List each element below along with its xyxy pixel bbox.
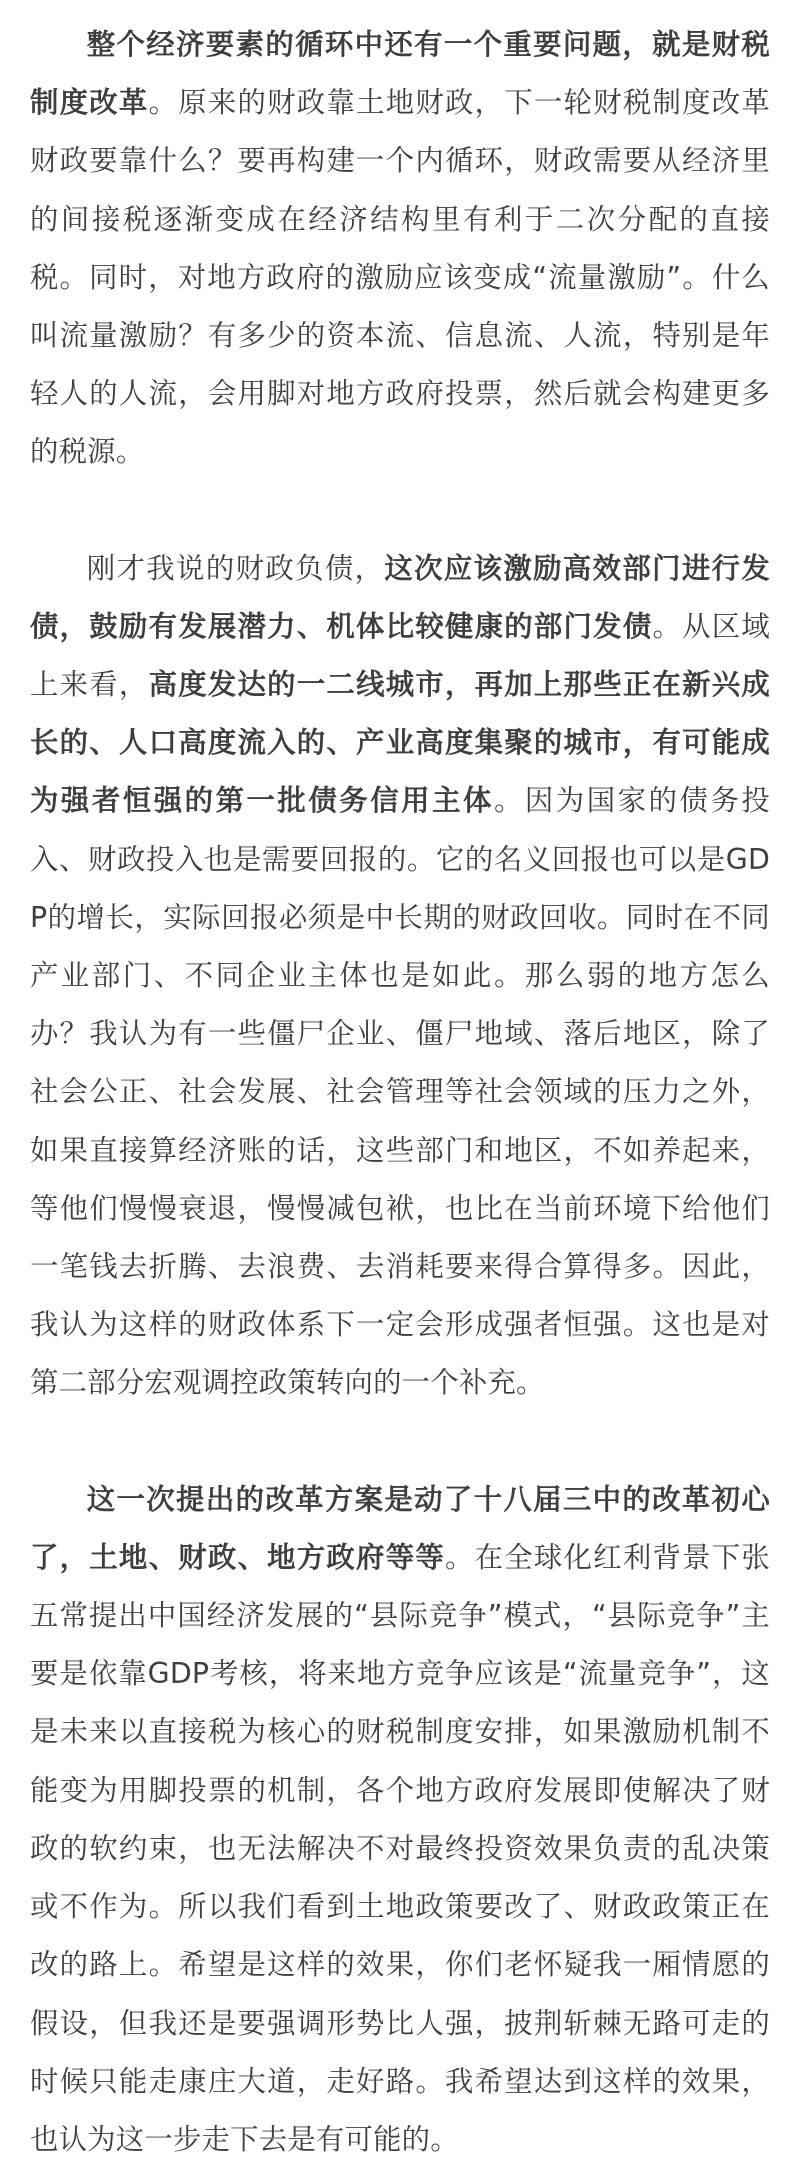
body-text: 刚才我说的财政负债， (86, 551, 385, 585)
bold-text: 整个经济要素的循环中还有一个重要问题，就是财税制度改革 (30, 28, 770, 120)
paragraph-fiscal-debt (30, 540, 770, 1413)
body-text: 。因为国家的债务投入、财政投入也是需要回报的。它的名义回报也可以是GDP的增长，实际回报必须是中长期的财政回收。同时在不同产业部门、不同企业主体也是如此。那么弱的地方怎么办？我认为有一些僵尸企业、僵尸地域、落后地区，除了社会公正、社会发展、社会管理等社会领域的压力之外，如果直接算经济账的话，这些部门和地区，不如养起来，等他们慢慢衰退，慢慢减包袱，也比在当前环境下给他们一笔钱去折腾、去浪费、去消耗要来得合算得多。因此，我认为这样的财政体系下一定会形成强者恒强。这也是对第二部分宏观调控政策转向的一个补充。 (30, 784, 770, 1400)
bold-text: 这一次提出的改革方案是动了十八届三中的改革初心了，土地、财政、地方政府等等 (30, 1482, 770, 1574)
bold-text: 这次应该激励高效部门进行发债，鼓励有发展潜力、机体比较健康的部门发债 (30, 551, 770, 643)
body-text: 。原来的财政靠土地财政，下一轮财税制度改革财政要靠什么？要再构建一个内循环，财政需要从经济里的间接税逐渐变成在经济结构里有利于二次分配的直接税。同时，对地方政府的激励应该变成“流量激励”。什么叫流量激励？有多少的资本流、信息流、人流，特别是年轻人的人流，会用脚对地方政府投票，然后就会构建更多的税源。 (30, 86, 770, 469)
body-text: 。在全球化红利背景下张五常提出中国经济发展的“县际竞争”模式，“县际竞争”主要是依靠GDP考核，将来地方竞争应该是“流量竞争”，这是未来以直接税为核心的财税制度安排，如果激励机制不能变为用脚投票的机制，各个地方政府发展即使解决了财政的软约束，也无法解决不对最终投资效果负责的乱决策或不作为。所以我们看到土地政策要改了、财政政策正在改的路上。希望是这样的效果，你们老怀疑我一厢情愿的假设，但我还是要强调形势比人强，披荆斩棘无路可走的时候只能走康庄大道，走好路。我希望达到这样的效果，也认为这一步走下去是有可能的。 (30, 1540, 770, 2156)
body-text: 。从区域上来看， (30, 609, 770, 702)
paragraph-tax-reform (30, 16, 770, 482)
paragraph-reform-plan (30, 1471, 770, 2169)
bold-text: 高度发达的一二线城市，再加上那些正在新兴成长的、人口高度流入的、产业高度集聚的城市，有可能成为强者恒强的第一批债务信用主体 (30, 668, 770, 818)
